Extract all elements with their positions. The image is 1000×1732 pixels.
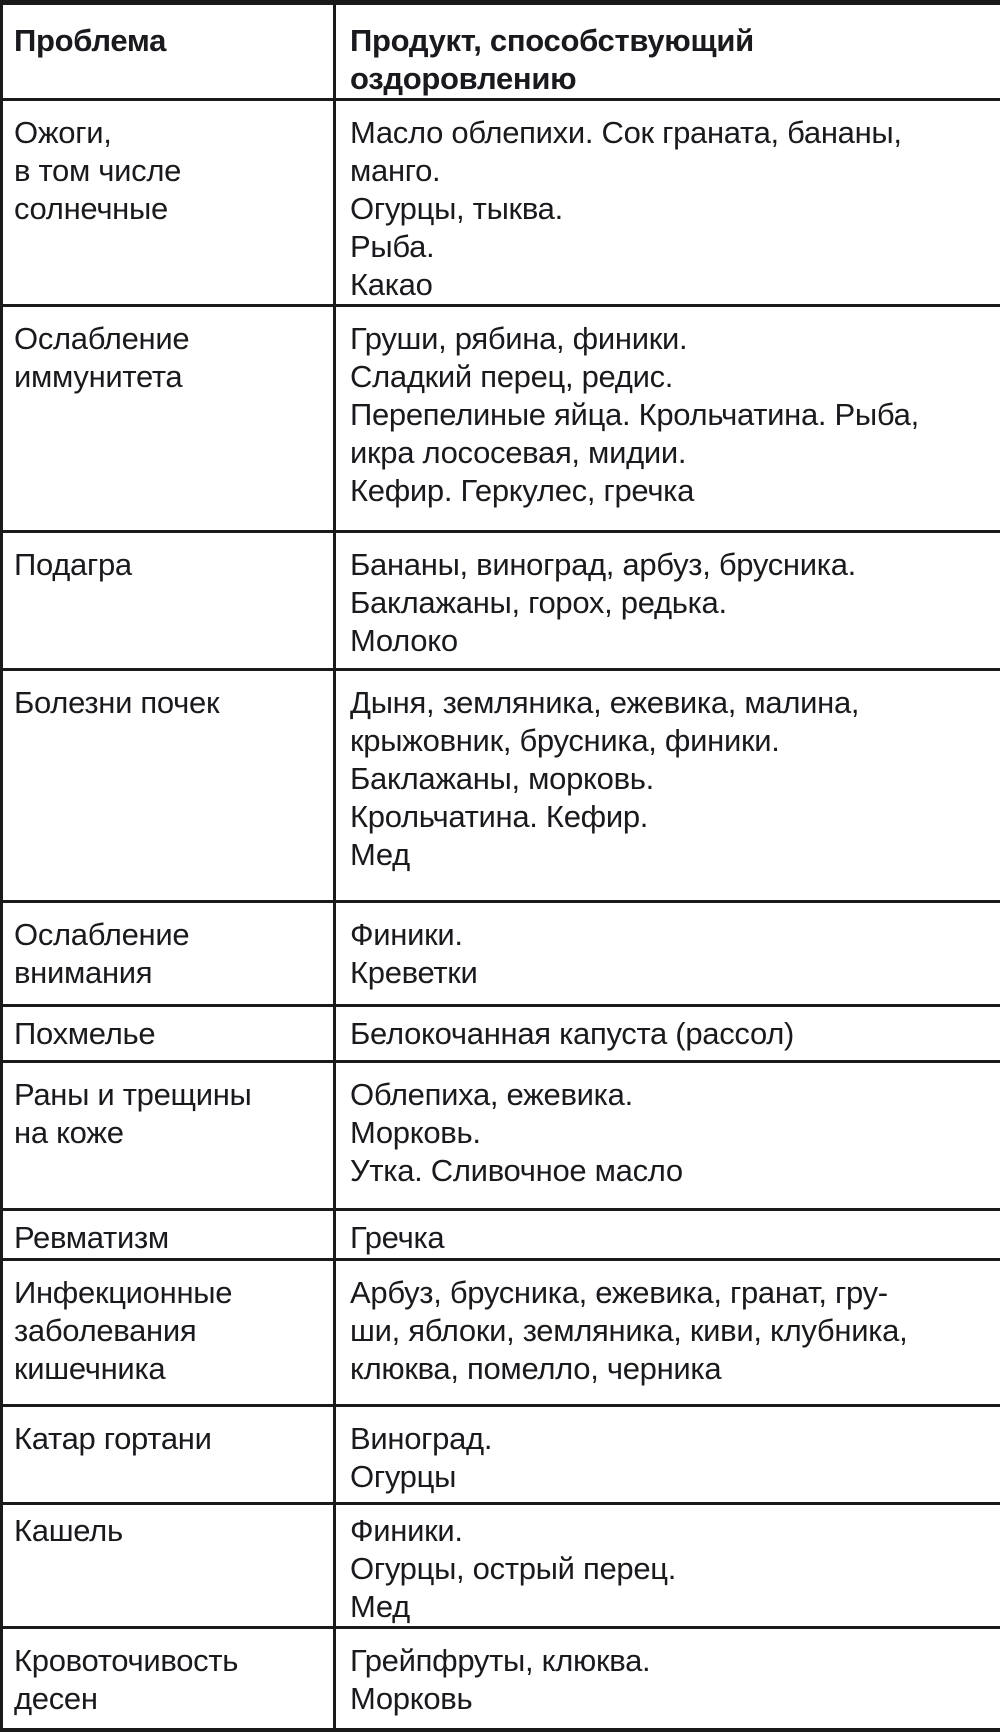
table-row bbox=[2, 1406, 1000, 1504]
text-line: Кефир. Геркулес, гречка bbox=[350, 472, 990, 510]
table-row bbox=[2, 1260, 1000, 1406]
table-row bbox=[2, 902, 1000, 1006]
products-cell bbox=[335, 1006, 1000, 1062]
products-cell bbox=[335, 1406, 1000, 1504]
text-line: Какао bbox=[350, 266, 990, 304]
text-line: Молоко bbox=[350, 622, 990, 660]
text-line: иммунитета bbox=[14, 358, 323, 396]
text-line: Подагра bbox=[14, 546, 323, 584]
problem-cell bbox=[2, 1260, 335, 1406]
text-line: Ослабление bbox=[14, 916, 323, 954]
products-cell bbox=[335, 1628, 1000, 1730]
text-line: Кашель bbox=[14, 1512, 323, 1550]
problem-cell bbox=[2, 1210, 335, 1260]
products-cell bbox=[335, 306, 1000, 532]
text-line: Рыба. bbox=[350, 228, 990, 266]
table-row bbox=[2, 1062, 1000, 1210]
problem-cell bbox=[2, 670, 335, 902]
table-row bbox=[2, 1210, 1000, 1260]
text-line: Кровоточивость bbox=[14, 1642, 323, 1680]
text-line: Мед bbox=[350, 1588, 990, 1626]
problem-cell bbox=[2, 1504, 335, 1628]
table-row bbox=[2, 670, 1000, 902]
text-line: Перепелиные яйца. Крольчатина. Рыба, bbox=[350, 396, 990, 434]
products-cell bbox=[335, 532, 1000, 670]
text-line: на коже bbox=[14, 1114, 323, 1152]
text-line: Баклажаны, горох, редька. bbox=[350, 584, 990, 622]
text-line: Морковь. bbox=[350, 1114, 990, 1152]
text-line: оздоровлению bbox=[350, 60, 990, 98]
table-header-row bbox=[2, 3, 1000, 100]
text-line: Огурцы, острый перец. bbox=[350, 1550, 990, 1588]
problem-cell bbox=[2, 532, 335, 670]
text-line: десен bbox=[14, 1680, 323, 1718]
problem-cell bbox=[2, 1628, 335, 1730]
text-line: манго. bbox=[350, 152, 990, 190]
text-line: Ослабление bbox=[14, 320, 323, 358]
table-row bbox=[2, 1006, 1000, 1062]
problem-cell bbox=[2, 1062, 335, 1210]
products-cell bbox=[335, 1210, 1000, 1260]
text-line: Огурцы, тыква. bbox=[350, 190, 990, 228]
text-line: Раны и трещины bbox=[14, 1076, 323, 1114]
table-row bbox=[2, 1628, 1000, 1730]
text-line: Ожоги, bbox=[14, 114, 323, 152]
text-line: Белокочанная капуста (рассол) bbox=[350, 1015, 990, 1053]
text-line: Ревматизм bbox=[14, 1219, 323, 1257]
text-line: в том числе bbox=[14, 152, 323, 190]
products-cell bbox=[335, 100, 1000, 306]
problem-cell bbox=[2, 1006, 335, 1062]
text-line: Дыня, земляника, ежевика, малина, bbox=[350, 684, 990, 722]
products-cell bbox=[335, 670, 1000, 902]
text-line: Финики. bbox=[350, 916, 990, 954]
text-line: солнечные bbox=[14, 190, 323, 228]
text-line: Виноград. bbox=[350, 1420, 990, 1458]
problem-cell bbox=[2, 100, 335, 306]
text-line: Баклажаны, морковь. bbox=[350, 760, 990, 798]
products-cell bbox=[335, 1062, 1000, 1210]
text-line: Финики. bbox=[350, 1512, 990, 1550]
text-line: Морковь bbox=[350, 1680, 990, 1718]
text-line: внимания bbox=[14, 954, 323, 992]
problem-cell bbox=[2, 1406, 335, 1504]
text-line: Утка. Сливочное масло bbox=[350, 1152, 990, 1190]
text-line: Крольчатина. Кефир. bbox=[350, 798, 990, 836]
text-line: Мед bbox=[350, 836, 990, 874]
problem-cell bbox=[2, 902, 335, 1006]
column-header-products bbox=[335, 3, 1000, 100]
text-line: Инфекционные bbox=[14, 1274, 323, 1312]
text-line: Гречка bbox=[350, 1219, 990, 1257]
column-header-problem bbox=[2, 3, 335, 100]
text-line: икра лососевая, мидии. bbox=[350, 434, 990, 472]
table-row bbox=[2, 1504, 1000, 1628]
text-line: Груши, рябина, финики. bbox=[350, 320, 990, 358]
text-line: заболевания bbox=[14, 1312, 323, 1350]
text-line: Бананы, виноград, арбуз, брусника. bbox=[350, 546, 990, 584]
text-line: Масло облепихи. Сок граната, бананы, bbox=[350, 114, 990, 152]
text-line: Похмелье bbox=[14, 1015, 323, 1053]
table-row bbox=[2, 100, 1000, 306]
text-line: кишечника bbox=[14, 1350, 323, 1388]
products-cell bbox=[335, 902, 1000, 1006]
products-cell bbox=[335, 1260, 1000, 1406]
text-line: Проблема bbox=[14, 22, 323, 60]
table-row bbox=[2, 306, 1000, 532]
problem-cell bbox=[2, 306, 335, 532]
text-line: Продукт, способствующий bbox=[350, 22, 990, 60]
text-line: ши, яблоки, земляника, киви, клубника, bbox=[350, 1312, 990, 1350]
text-line: Огурцы bbox=[350, 1458, 990, 1496]
text-line: клюква, помелло, черника bbox=[350, 1350, 990, 1388]
text-line: Сладкий перец, редис. bbox=[350, 358, 990, 396]
text-line: Арбуз, брусника, ежевика, гранат, гру- bbox=[350, 1274, 990, 1312]
text-line: Болезни почек bbox=[14, 684, 323, 722]
table-row bbox=[2, 532, 1000, 670]
text-line: Катар гортани bbox=[14, 1420, 323, 1458]
text-line: Грейпфруты, клюква. bbox=[350, 1642, 990, 1680]
products-cell bbox=[335, 1504, 1000, 1628]
text-line: Креветки bbox=[350, 954, 990, 992]
text-line: крыжовник, брусника, финики. bbox=[350, 722, 990, 760]
text-line: Облепиха, ежевика. bbox=[350, 1076, 990, 1114]
